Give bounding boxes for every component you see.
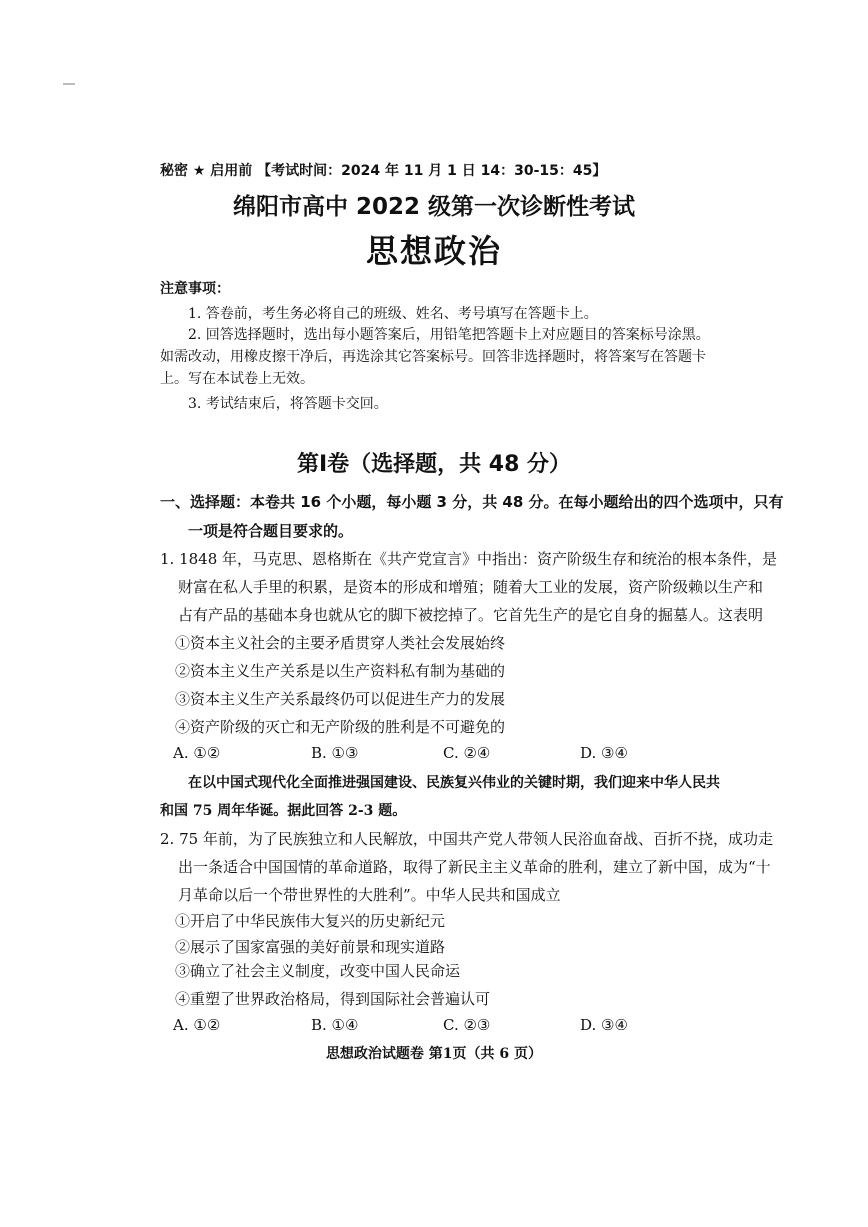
question-1-statement: ④资产阶级的灭亡和无产阶级的胜利是不可避免的 xyxy=(175,718,506,736)
notes-heading: 注意事项： xyxy=(160,281,230,297)
question-2-statement: ②展示了国家富强的美好前景和现实道路 xyxy=(175,938,446,956)
question-1-option-a: A. ①② xyxy=(173,744,221,762)
question-1-option-b: B. ①③ xyxy=(311,744,359,762)
question-2-option-d: D. ③④ xyxy=(580,1016,628,1034)
question-2-line-3: 月革命以后一个带世界性的大胜利”。中华人民共和国成立 xyxy=(178,886,561,904)
question-2-option-c: C. ②③ xyxy=(443,1016,491,1034)
question-2-statement: ④重塑了世界政治格局，得到国际社会普遍认可 xyxy=(175,990,491,1008)
material-text: 在以中国式现代化全面推进强国建设、民族复兴伟业的关键时期，我们迎来中华人民共 xyxy=(188,775,720,791)
question-1-statement: ①资本主义社会的主要矛盾贯穿人类社会发展始终 xyxy=(175,634,506,652)
scan-mark xyxy=(63,83,75,85)
question-1-option-c: C. ②④ xyxy=(443,744,491,762)
subject-title: 思想政治 xyxy=(365,232,502,270)
note-item-3: 3. 考试结束后，将答题卡交回。 xyxy=(188,396,388,412)
note-item-2-end: 上。写在本试卷上无效。 xyxy=(160,371,314,387)
question-2-statement: ①开启了中华民族伟大复兴的历史新纪元 xyxy=(175,912,446,930)
section-instruction-cont: 一项是符合题目要求的。 xyxy=(188,522,354,540)
question-1-line-1: 1. 1848 年，马克思、恩格斯在《共产党宣言》中指出：资产阶级生存和统治的根本条件，是 xyxy=(160,550,778,568)
note-item-1: 1. 答卷前，考生务必将自己的班级、姓名、考号填写在答题卡上。 xyxy=(188,306,598,322)
question-1-statement: ②资本主义生产关系是以生产资料私有制为基础的 xyxy=(175,662,506,680)
question-1-option-d: D. ③④ xyxy=(580,744,628,762)
question-1-statement: ③资本主义生产关系最终仍可以促进生产力的发展 xyxy=(175,690,506,708)
question-2-option-b: B. ①④ xyxy=(311,1016,359,1034)
question-2-line-1: 2. 75 年前，为了民族独立和人民解放，中国共产党人带领人民浴血奋战、百折不挠，成功走 xyxy=(160,830,773,848)
question-2-statement: ③确立了社会主义制度，改变中国人民命运 xyxy=(175,962,461,980)
question-1-line-3: 占有产品的基础本身也就从它的脚下被挖掉了。它首先生产的是它自身的掘墓人。这表明 xyxy=(178,606,764,624)
exam-title: 绵阳市高中 2022 级第一次诊断性考试 xyxy=(232,194,636,220)
part-title: 第Ⅰ卷（选择题，共 48 分） xyxy=(296,452,572,477)
material-text-cont: 和国 75 周年华诞。据此回答 2-3 题。 xyxy=(160,803,407,819)
question-2-option-a: A. ①② xyxy=(173,1016,221,1034)
question-1-line-2: 财富在私人手里的积累，是资本的形成和增殖；随着大工业的发展，资产阶级赖以生产和 xyxy=(178,578,764,596)
section-instruction: 一、选择题：本卷共 16 个小题，每小题 3 分，共 48 分。在每小题给出的四个选项中，只有 xyxy=(160,493,784,511)
page-footer: 思想政治试题卷 第1页（共 6 页） xyxy=(325,1046,543,1062)
secret-line: 秘密 ★ 启用前 【考试时间：2024 年 11 月 1 日 14：30-15：45】 xyxy=(160,163,607,179)
question-2-line-2: 出一条适合中国国情的革命道路，取得了新民主主义革命的胜利，建立了新中国，成为“十 xyxy=(178,858,771,876)
note-item-2: 2. 回答选择题时，选出每小题答案后，用铅笔把答题卡上对应题目的答案标号涂黑。 xyxy=(188,327,710,343)
note-item-2-cont: 如需改动，用橡皮擦干净后，再选涂其它答案标号。回答非选择题时，将答案写在答题卡 xyxy=(160,349,706,365)
